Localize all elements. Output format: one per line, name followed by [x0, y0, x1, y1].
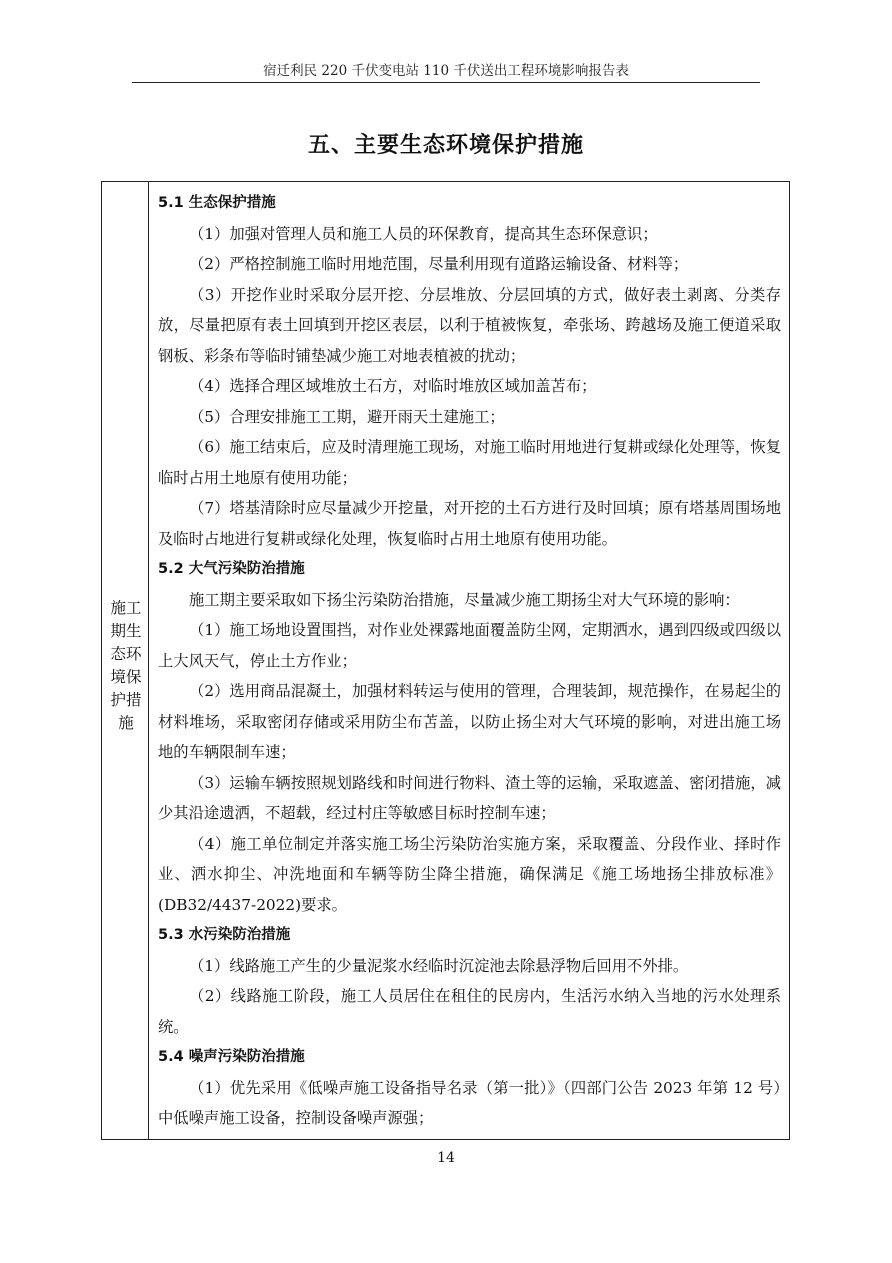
- heading-5-3: 5.3 水污染防治措施: [158, 927, 291, 943]
- paragraph: 施工期主要采取如下扬尘污染防治措施，尽量减少施工期扬尘对大气环境的影响：: [189, 590, 740, 609]
- page-number: 14: [437, 1150, 455, 1166]
- paragraph: （1）线路施工产生的少量泥浆水经临时沉淀池去除悬浮物后回用不外排。: [189, 956, 689, 975]
- paragraph: （3）运输车辆按照规划路线和时间进行物料、渣土等的运输，采取遮盖、密闭措施，减少其沿途遗洒，不超载，经过村庄等敏感目标时控制车速；: [158, 773, 781, 822]
- header-rule: [132, 82, 760, 83]
- page-header: 宿迁利民 220 千伏变电站 110 千伏送出工程环境影响报告表: [263, 63, 629, 79]
- paragraph: （1）优先采用《低噪声施工设备指导名录（第一批）》（四部门公告 2023 年第 12 号）中低噪声施工设备，控制设备噪声源强；: [158, 1078, 781, 1127]
- paragraph: （2）选用商品混凝土，加强材料转运与使用的管理，合理装卸，规范操作，在易起尘的材料堆场，采取密闭存储或采用防尘布苫盖，以防止扬尘对大气环境的影响，对进出施工场地的车辆限制车速；: [158, 682, 781, 761]
- heading-5-1: 5.1 生态保护措施: [158, 195, 276, 211]
- paragraph: （1）加强对管理人员和施工人员的环保教育，提高其生态环保意识；: [189, 224, 658, 243]
- content-cell: [149, 182, 789, 1134]
- paragraph: （7）塔基清除时应尽量减少开挖量，对开挖的土石方进行及时回填；原有塔基周围场地及临时占地进行复耕或绿化处理，恢复临时占用土地原有使用功能。: [158, 499, 781, 548]
- heading-5-2: 5.2 大气污染防治措施: [158, 561, 305, 577]
- measures-table: [101, 181, 790, 1140]
- paragraph: （4）选择合理区域堆放土石方，对临时堆放区域加盖苫布；: [189, 377, 597, 395]
- section-title: 五、主要生态环境保护措施: [307, 133, 584, 158]
- heading-5-4: 5.4 噪声污染防治措施: [158, 1049, 305, 1065]
- paragraph: （2）线路施工阶段，施工人员居住在租住的民房内，生活污水纳入当地的污水处理系统。: [158, 987, 781, 1036]
- paragraph: （3）开挖作业时采取分层开挖、分层堆放、分层回填的方式，做好表土剥离、分类存放，尽量把原有表土回填到开挖区表层，以利于植被恢复，牵张场、跨越场及施工便道采取钢板、彩条布等临时铺垫减少施工对地表植被的扰动；: [158, 285, 781, 365]
- paragraph: （1）施工场地设置围挡，对作业处裸露地面覆盖防尘网，定期洒水，遇到四级或四级以上大风天气，停止土方作业；: [158, 621, 781, 670]
- category-label: 施工期生态环境保护措施: [110, 599, 142, 732]
- paragraph: （4）施工单位制定并落实施工场尘污染防治实施方案，采取覆盖、分段作业、择时作业、洒水抑尘、冲洗地面和车辆等防尘降尘措施，确保满足《施工场地扬尘排放标准》(DB32/4437-2022)要求。: [158, 834, 781, 914]
- paragraph: （2）严格控制施工临时用地范围，尽量利用现有道路运输设备、材料等；: [189, 255, 689, 273]
- category-cell: [102, 182, 149, 1139]
- paragraph: （6）施工结束后，应及时清理施工现场，对施工临时用地进行复耕或绿化处理等，恢复临时占用土地原有使用功能；: [158, 438, 781, 487]
- paragraph: （5）合理安排施工工期，避开雨天土建施工；: [189, 407, 505, 426]
